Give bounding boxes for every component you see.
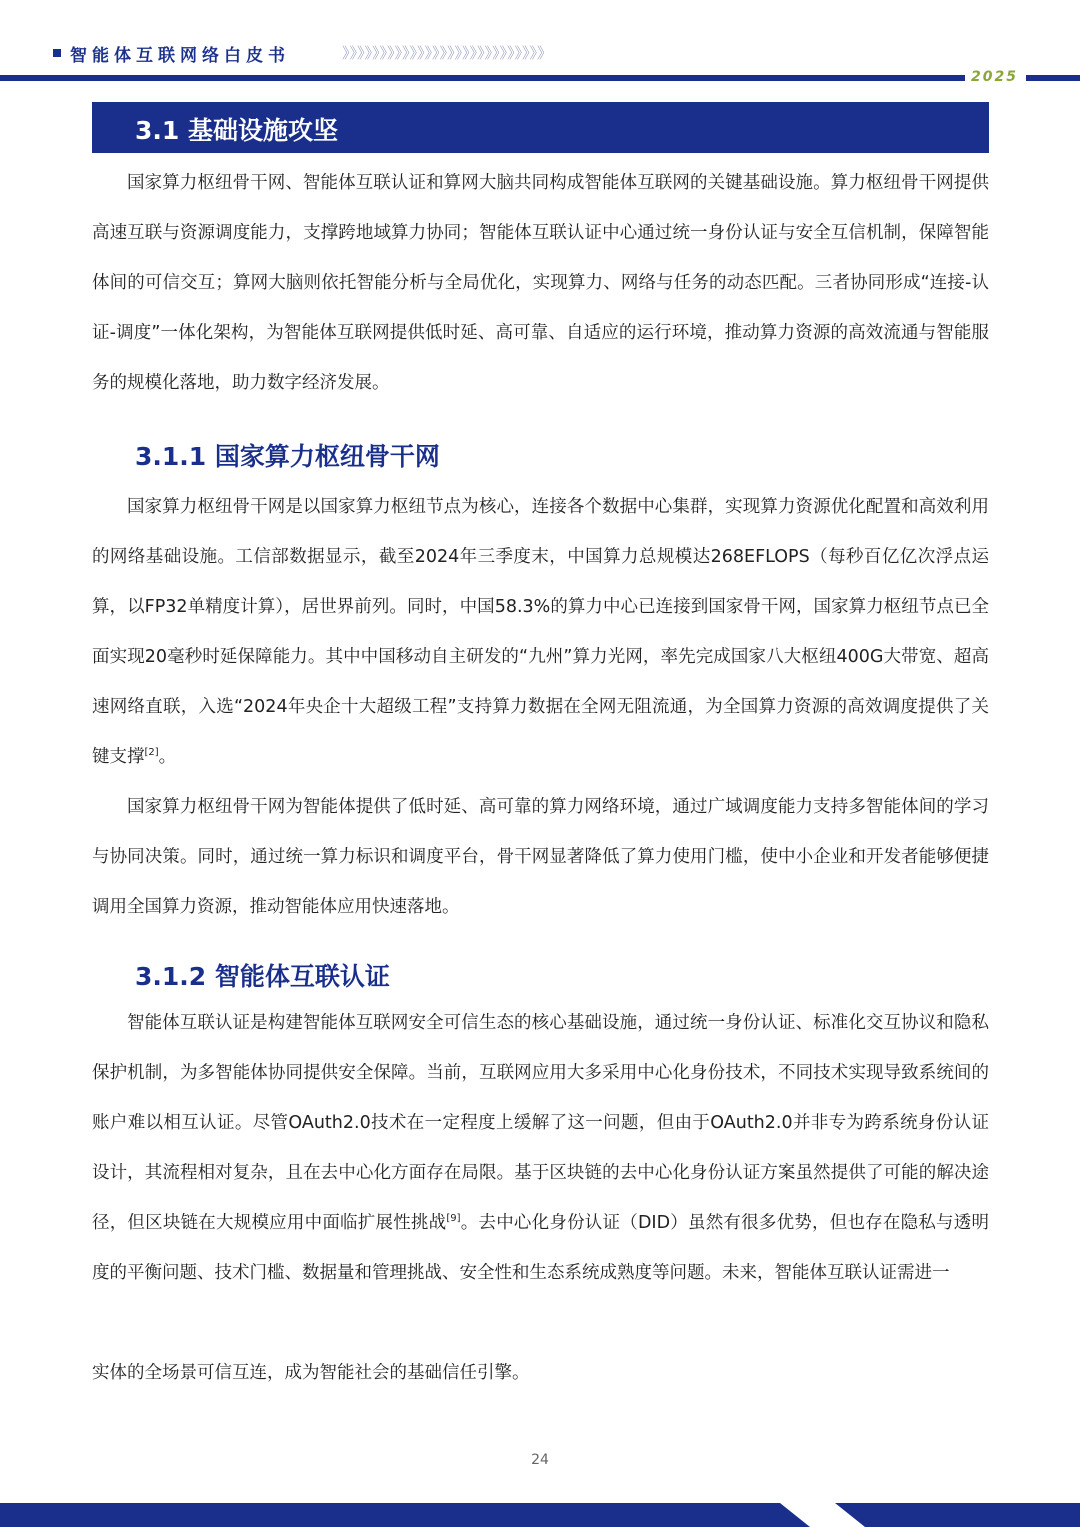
footer-bar-right — [835, 1503, 1080, 1527]
page-number: 24 — [531, 1452, 549, 1468]
auth-paragraph-1-text: 智能体互联认证是构建智能体互联网安全可信生态的核心基础设施，通过统一身份认证、标准化交互协议和隐私保护机制，为多智能体协同提供安全保障。当前，互联网应用大多采用中心化身份技术，不同技术实现导致系统间的账户难以相互认证。尽管OAuth2.0技术在一定程度上缓解了这一问题，但由于OAuth2.0并非专为跨系统身份认证设计，其流程相对复杂，且在去中心化方面存在局限。基于区块链的去中心化身份认证方案虽然提供了可能的解决途径，但区块链在大规模应用中面临扩展性挑战 — [92, 1013, 989, 1233]
header-rule-right — [1026, 75, 1080, 81]
backbone-paragraph-1 — [92, 482, 989, 782]
header-square-icon — [53, 49, 61, 57]
footer-bar-left — [0, 1503, 810, 1527]
subsection-title-backbone: 3.1.1 国家算力枢纽骨干网 — [135, 442, 440, 471]
header-rule — [0, 75, 965, 81]
header-year: 2025 — [971, 69, 1018, 85]
page-header — [0, 0, 1080, 90]
auth-paragraph-last-line: 实体的全场景可信互连，成为智能社会的基础信任引擎。 — [92, 1363, 530, 1383]
header-title: 智能体互联网络白皮书 — [70, 46, 290, 66]
citation-ref-2: [2] — [144, 747, 159, 759]
subsection-title-auth: 3.1.2 智能体互联认证 — [135, 962, 390, 991]
footer-bar — [0, 1503, 1080, 1527]
section-banner — [92, 102, 989, 153]
header-arrows-decoration: 》》》》》》》》》》》》》》》》》》》》》》》》》》》 — [342, 44, 553, 62]
citation-ref-9: [9] — [446, 1213, 461, 1225]
auth-paragraph-1 — [92, 998, 989, 1298]
section-intro-paragraph: 国家算力枢纽骨干网、智能体互联认证和算网大脑共同构成智能体互联网的关键基础设施。算力枢纽骨干网提供高速互联与资源调度能力，支撑跨地域算力协同；智能体互联认证中心通过统一身份认证与安全互信机制，保障智能体间的可信交互；算网大脑则依托智能分析与全局优化，实现算力、网络与任务的动态匹配。三者协同形成“连接-认证-调度”一体化架构，为智能体互联网提供低时延、高可靠、自适应的运行环境，推动算力资源的高效流通与智能服务的规模化落地，助力数字经济发展。 — [92, 173, 989, 393]
backbone-paragraph-2: 国家算力枢纽骨干网为智能体提供了低时延、高可靠的算力网络环境，通过广域调度能力支持多智能体间的学习与协同决策。同时，通过统一算力标识和调度平台，骨干网显著降低了算力使用门槛，使中小企业和开发者能够便捷调用全国算力资源，推动智能体应用快速落地。 — [92, 797, 989, 917]
auth-paragraph-1-continued: 。去中心化身份认证（DID）虽然有很多优势，但也存在隐私与透明度的平衡问题、技术门槛、数据量和管理挑战、安全性和生态系统成熟度等问题。未来，智能体互联认证需进一 — [92, 1213, 989, 1283]
backbone-paragraph-1-end: 。 — [158, 747, 177, 767]
section-title: 3.1 基础设施攻坚 — [135, 116, 338, 145]
backbone-paragraph-1-text: 国家算力枢纽骨干网是以国家算力枢纽节点为核心，连接各个数据中心集群，实现算力资源优化配置和高效利用的网络基础设施。工信部数据显示，截至2024年三季度末，中国算力总规模达268EFLOPS（每秒百亿亿次浮点运算，以FP32单精度计算），居世界前列。同时，中国58.3%的算力中心已连接到国家骨干网，国家算力枢纽节点已全面实现20毫秒时延保障能力。其中中国移动自主研发的“九州”算力光网，率先完成国家八大枢纽400G大带宽、超高速网络直联，入选“2024年央企十大超级工程”支持算力数据在全网无阻流通，为全国算力资源的高效调度提供了关键支撑 — [92, 497, 989, 767]
